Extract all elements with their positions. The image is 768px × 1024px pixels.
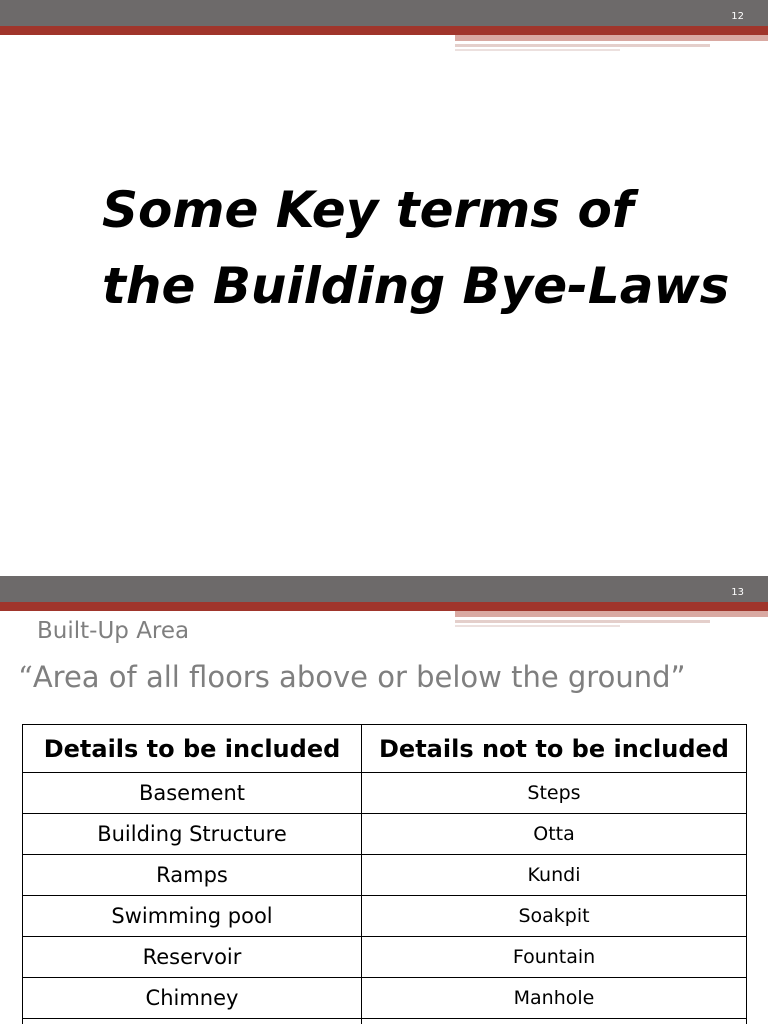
definition-text: Area of all floors above or below the ground” <box>32 660 686 694</box>
slide-title <box>102 172 742 324</box>
header-accent-line <box>455 625 620 627</box>
table-row <box>23 937 747 978</box>
excluded-cell <box>362 1019 747 1024</box>
header-not-included: Details not to be included <box>362 725 747 773</box>
header-bar <box>0 0 768 26</box>
slide-13 <box>0 576 768 1024</box>
included-cell: Swimming pool <box>23 896 362 937</box>
excluded-cell: Manhole <box>362 978 747 1019</box>
page-number: 13 <box>731 587 744 598</box>
header-accent-line <box>455 44 710 47</box>
header-accent-bar <box>0 602 768 611</box>
excluded-cell: Kundi <box>362 855 747 896</box>
included-cell <box>23 1019 362 1024</box>
table-row <box>23 896 747 937</box>
excluded-cell: Steps <box>362 773 747 814</box>
page-number: 12 <box>731 11 744 22</box>
included-cell: Chimney <box>23 978 362 1019</box>
header-accent-bar <box>0 26 768 35</box>
table-header-row <box>23 725 747 773</box>
table-row <box>23 773 747 814</box>
excluded-cell: Otta <box>362 814 747 855</box>
slide-title-line-2: the Building Bye-Laws <box>102 257 730 315</box>
table-row <box>23 855 747 896</box>
header-accent-line <box>455 35 768 41</box>
header-accent-line <box>455 620 710 623</box>
table-row <box>23 814 747 855</box>
header-bar <box>0 576 768 602</box>
open-quote-mark: “ <box>18 660 33 694</box>
header-included: Details to be included <box>23 725 362 773</box>
terms-table <box>22 724 747 1024</box>
definition-quote <box>18 660 686 694</box>
slide-title-line-1: Some Key terms of <box>102 181 634 239</box>
excluded-cell: Fountain <box>362 937 747 978</box>
included-cell: Building Structure <box>23 814 362 855</box>
included-cell: Ramps <box>23 855 362 896</box>
excluded-cell: Soakpit <box>362 896 747 937</box>
header-accent-line <box>455 611 768 617</box>
section-heading: Built-Up Area <box>37 618 190 644</box>
table-row <box>23 1019 747 1024</box>
included-cell: Reservoir <box>23 937 362 978</box>
included-cell: Basement <box>23 773 362 814</box>
header-accent-line <box>455 49 620 51</box>
table-row <box>23 978 747 1019</box>
